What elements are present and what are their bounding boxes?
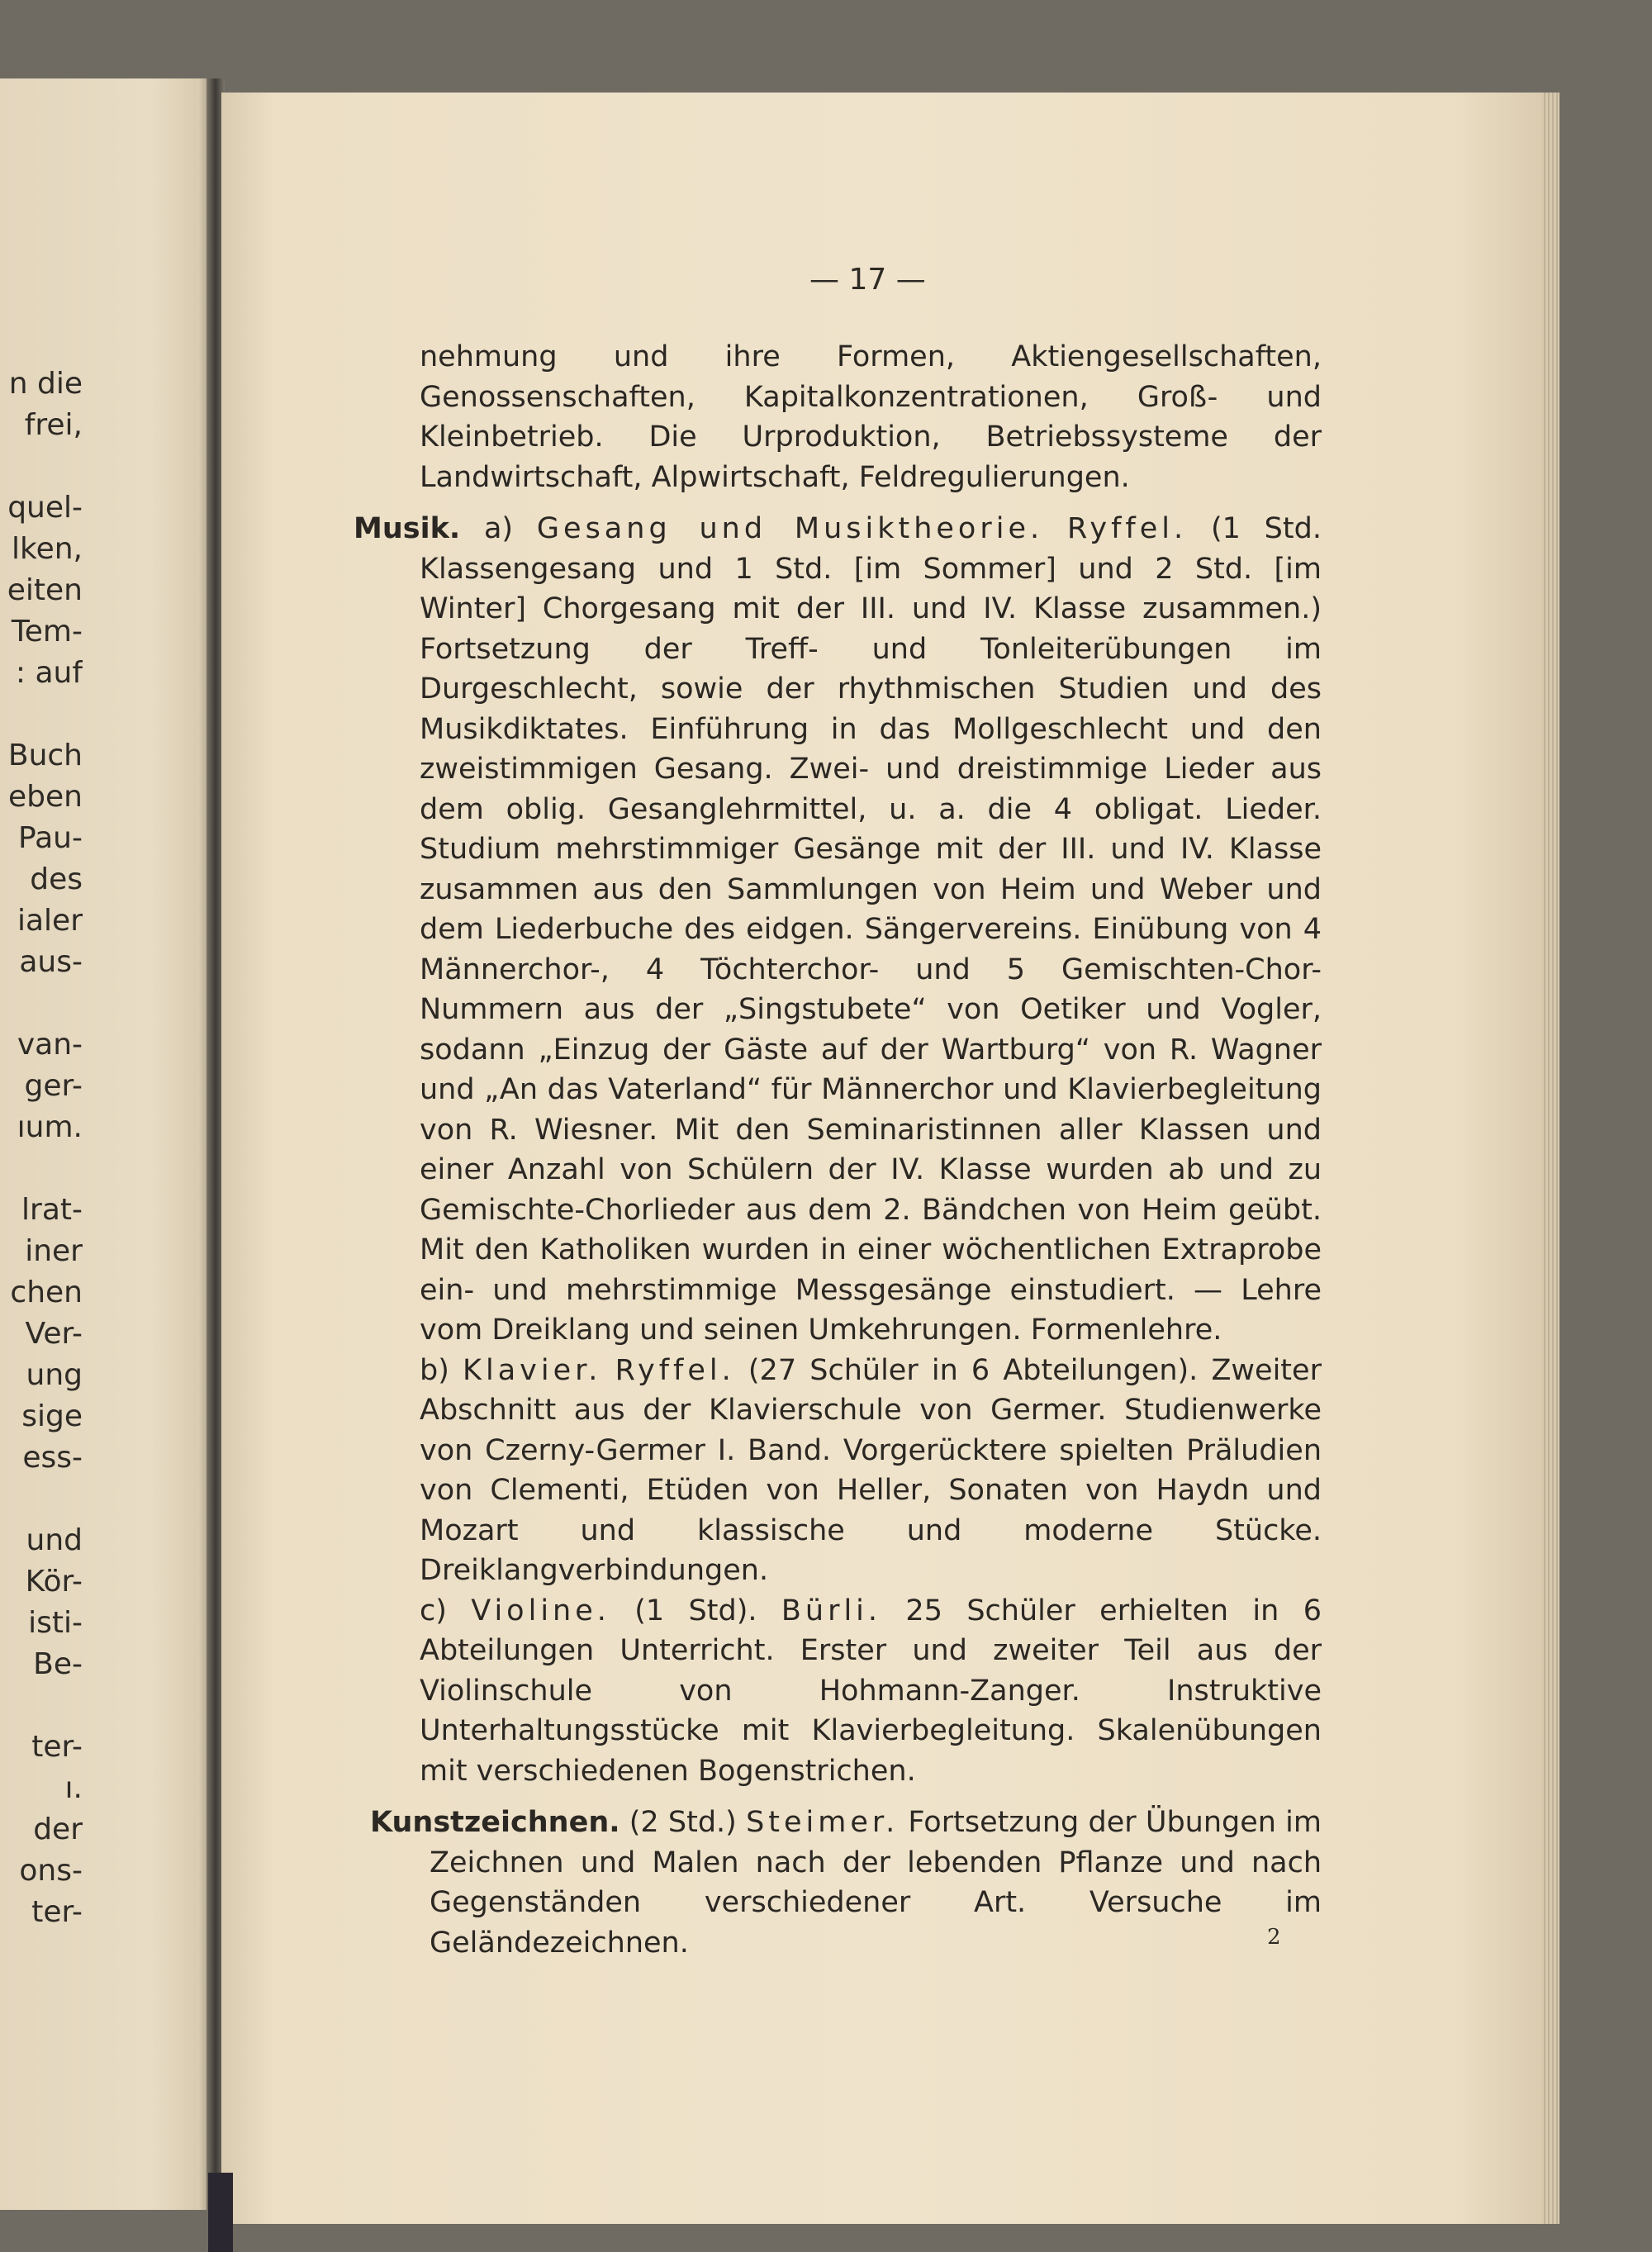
subsection-a-teacher: Ryffel. xyxy=(1066,512,1188,545)
left-fragment-line: ialer xyxy=(17,904,83,938)
left-fragment-line: lken, xyxy=(12,532,83,566)
left-fragment-line: Tem- xyxy=(11,615,83,649)
kunstzeichnen-teacher: Steimer. xyxy=(746,1806,900,1839)
page-edge xyxy=(1541,93,1559,2224)
subsection-b xyxy=(420,1351,1322,1591)
left-fragment-line: ı. xyxy=(64,1771,83,1805)
left-fragment-line: chen xyxy=(10,1276,83,1309)
left-fragment-line xyxy=(0,1685,83,1727)
left-fragment-line xyxy=(0,694,83,735)
left-fragment-line: eiten xyxy=(7,573,83,607)
subsection-a-text: (1 Std. Klassengesang und 1 Std. [im Sommer] und 2 Std. [im Winter] Chorgesang mit der III. und IV. Klasse zusammen.) Fortsetzung der Treff- und Tonleiterübungen im Durgeschlecht, sowie der rhythmischen Studien und des Musikdiktates. Einführung in das Mollgeschlecht und den zweistimmigen Gesang. Zwei- und dreistimmige Lieder aus dem oblig. Gesanglehrmittel, u. a. die 4 obligat. Lieder. Studium mehrstimmiger Gesänge mit der III. und IV. Klasse zusammen aus den Sammlungen von Heim und Weber und dem Liederbuche des eidgen. Sängervereins. Einübung von 4 Männerchor-, 4 Töchterchor- und 5 Gemischten-Chor-Nummern aus der „Singstubete“ von Oetiker und Vogler, sodann „Einzug der Gäste auf der Wartburg“ von R. Wagner und „An das Vaterland“ für Männerchor und Klavierbegleitung von R. Wiesner. Mit den Seminaristinnen aller Klassen und einer Anzahl von Schülern der IV. Klasse wurden ab und zu Gemischte-Chorlieder aus dem 2. Bändchen von Heim geübt. Mit den Katholiken wurden in einer wöchentlichen Extraprobe ein- und mehrstimmige Messgesänge einstudiert. — Lehre vom Dreiklang und seinen Umkehrungen. Formenlehre. xyxy=(420,512,1322,1347)
left-fragment-line: sige xyxy=(21,1399,83,1433)
section-label-musik: Musik. xyxy=(354,512,461,545)
left-fragment-line: Pau- xyxy=(18,821,83,855)
left-fragment-line: ter- xyxy=(31,1730,83,1764)
left-fragment-line: und xyxy=(26,1523,83,1557)
section-musik xyxy=(354,509,1322,1351)
left-fragment-line: n die xyxy=(8,367,83,401)
left-fragment-line: isti- xyxy=(28,1606,83,1640)
left-fragment-line: ung xyxy=(26,1358,83,1392)
subsection-b-prefix: b) xyxy=(420,1353,449,1387)
subsection-c-title: Violine. xyxy=(471,1594,610,1627)
bookmark-ribbon xyxy=(208,2173,233,2252)
left-fragment-line xyxy=(0,1148,83,1190)
subsection-c xyxy=(420,1591,1322,1792)
left-fragment-line: ons- xyxy=(19,1854,83,1888)
left-fragment-line: ıum. xyxy=(17,1110,83,1144)
left-fragment-line: aus- xyxy=(19,945,83,979)
subsection-c-hours: (1 Std). xyxy=(634,1594,757,1627)
left-fragment-line: Buch xyxy=(7,739,83,772)
left-fragment-line: der xyxy=(33,1813,83,1846)
left-fragment-line: ter- xyxy=(31,1895,83,1929)
subsection-b-text: (27 Schüler in 6 Abteilungen). Zweiter Abschnitt aus der Klavierschule von Germer. Studienwerke von Czerny-Germer I. Band. Vorgerücktere spielten Präludien von Clementi, Etüden von Heller, Sonaten von Haydn und Mozart und klassische und moderne Stücke. Dreiklangverbindungen. xyxy=(420,1353,1322,1587)
left-fragment-line: van- xyxy=(17,1028,83,1062)
kunstzeichnen-text: Fortsetzung der Übungen im Zeichnen und Malen nach der lebenden Pflanze und nach Gegenständen verschiedener Art. Versuche im Geländezeichnen. xyxy=(430,1806,1322,1960)
left-fragment-line: eben xyxy=(8,780,83,814)
subsection-a-prefix: a) xyxy=(483,512,514,545)
section-kunstzeichnen xyxy=(370,1803,1322,1963)
left-fragment-line: Kör- xyxy=(25,1565,83,1599)
left-fragment-line: Ver- xyxy=(25,1317,83,1351)
subsection-b-teacher: Ryffel. xyxy=(615,1353,735,1387)
paragraph-intro: nehmung und ihre Formen, Aktiengesellschaften, Genossenschaften, Kapitalkonzentrationen, Groß- und Kleinbetrieb. Die Urproduktion, Betriebssysteme der Landwirtschaft, Alpwirtschaft, Feldregulierungen. xyxy=(420,340,1322,494)
left-fragment-line: ger- xyxy=(24,1069,83,1103)
kunstzeichnen-hours: (2 Std.) xyxy=(629,1806,737,1839)
left-page-text-fragments xyxy=(0,363,83,1933)
left-fragment-line: : auf xyxy=(15,656,83,690)
book-scan: n die frei, quel- lken, eiten Tem- : auf Buch eben Pau- des ialer aus- van- ger- ıum. lrat- iner chen Ver- ung sige ess- und Kör- isti- Be- ter- ı. der ons- ter- — 17 — nehmung und ihre Formen, Aktiengesellschaften, Genossenschaften, Kapitalkonzentrationen, Groß- und Kleinbetrieb. Die Urproduktion, Betriebssysteme der Landwirtschaft, Alpwirtschaft, Feldregulierungen. Musik. a) Gesang und Musiktheorie. Ryffel. (1 Std. Klassengesang und 1 Std. [im Sommer] und 2 Std. [im Winter] Chorgesang mit der III. und IV. Klasse zusammen.) Fortsetzung der Treff- und Tonleiterübungen im Durgeschlecht, sowie der rhythmischen Studien und des Musikdiktates. Einführung in das Mollgeschlecht und den zweistimmigen Gesang. Zwei- und dreistimmige Lieder aus dem oblig. Gesanglehrmittel, u. a. die 4 obligat. Lieder. Studium mehrstimmiger Gesänge mit der III. und IV. Klasse zusammen aus den Sammlungen von Heim und Weber und dem Liederbuche des eidgen. Sängervereins. Einübung von 4 Männerchor-, 4 Töchterchor- und 5 Gemischten-Chor-Nummern aus der „Singstubete“ von Oetiker und Vogler, sodann „Einzug der Gäste auf der Wartburg“ von R. Wagner und „An das Vaterland“ für Männerchor und Klavierbegleitung von R. Wiesner. Mit den Seminaristinnen aller Klassen und einer Anzahl von Schülern der IV. Klasse wurden ab und zu Gemischte-Chorlieder aus dem 2. Bändchen von Heim geübt. Mit den Katholiken wurden in einer wöchentlichen Extraprobe ein- und mehrstimmige Messgesänge einstudiert. — Lehre vom Dreiklang und seinen Umkehrungen. Formenlehre. b) Klavier. Ryffel. (27 Schüler in 6 Abteilungen). Zweiter Abschnitt aus der Klavierschule von Germer. Studienwerke von Czerny-Germer I. Band. Vorgerücktere spielten Präludien von Clementi, Etüden von Heller, Sonaten von Haydn und Mozart und klassische und moderne Stücke. Dreiklangverbindungen. c) Violine. (1 Std). Bürli. 25 Schüler erhielten in 6 Abteilungen Unterricht. Erster und zweiter Teil aus der Violinschule von Hohmann-Zanger. Instruktive Unterhaltungsstücke mit Klavierbegleitung. Skalenübungen mit verschiedenen Bogenstrichen. Kunstzeichnen. (2 Std.) Steimer. Fortsetzung der Übungen im Zeichnen und Malen nach der lebenden Pflanze und nach Gegenständen verschiedener Art. Versuche im Geländezeichnen. 2 xyxy=(0,0,1652,2252)
section-label-kunstzeichnen: Kunstzeichnen. xyxy=(370,1806,620,1839)
signature-mark: 2 xyxy=(1267,1925,1281,1950)
subsection-c-prefix: c) xyxy=(420,1594,447,1627)
subsection-c-text: 25 Schüler erhielten in 6 Abteilungen Unterricht. Erster und zweiter Teil aus der Violinschule von Hohmann-Zanger. Instruktive Unterhaltungsstücke mit Klavierbegleitung. Skalenübungen mit verschiedenen Bogenstrichen. xyxy=(420,1594,1322,1788)
subsection-b-title: Klavier. xyxy=(463,1353,602,1387)
left-fragment-line: Be- xyxy=(33,1647,83,1681)
subsection-a-title: Gesang und Musiktheorie. xyxy=(536,512,1044,545)
left-fragment-line: ess- xyxy=(22,1441,83,1475)
left-fragment-line: quel- xyxy=(7,491,83,525)
left-fragment-line xyxy=(0,983,83,1024)
left-fragment-line: lrat- xyxy=(21,1193,83,1227)
left-fragment-line xyxy=(0,1479,83,1520)
left-fragment-line: des xyxy=(30,862,83,896)
subsection-c-teacher: Bürli. xyxy=(781,1594,882,1627)
left-fragment-line xyxy=(0,446,83,487)
left-fragment-line: frei, xyxy=(24,408,83,442)
left-fragment-line: iner xyxy=(25,1234,83,1268)
page-body xyxy=(354,337,1322,1963)
